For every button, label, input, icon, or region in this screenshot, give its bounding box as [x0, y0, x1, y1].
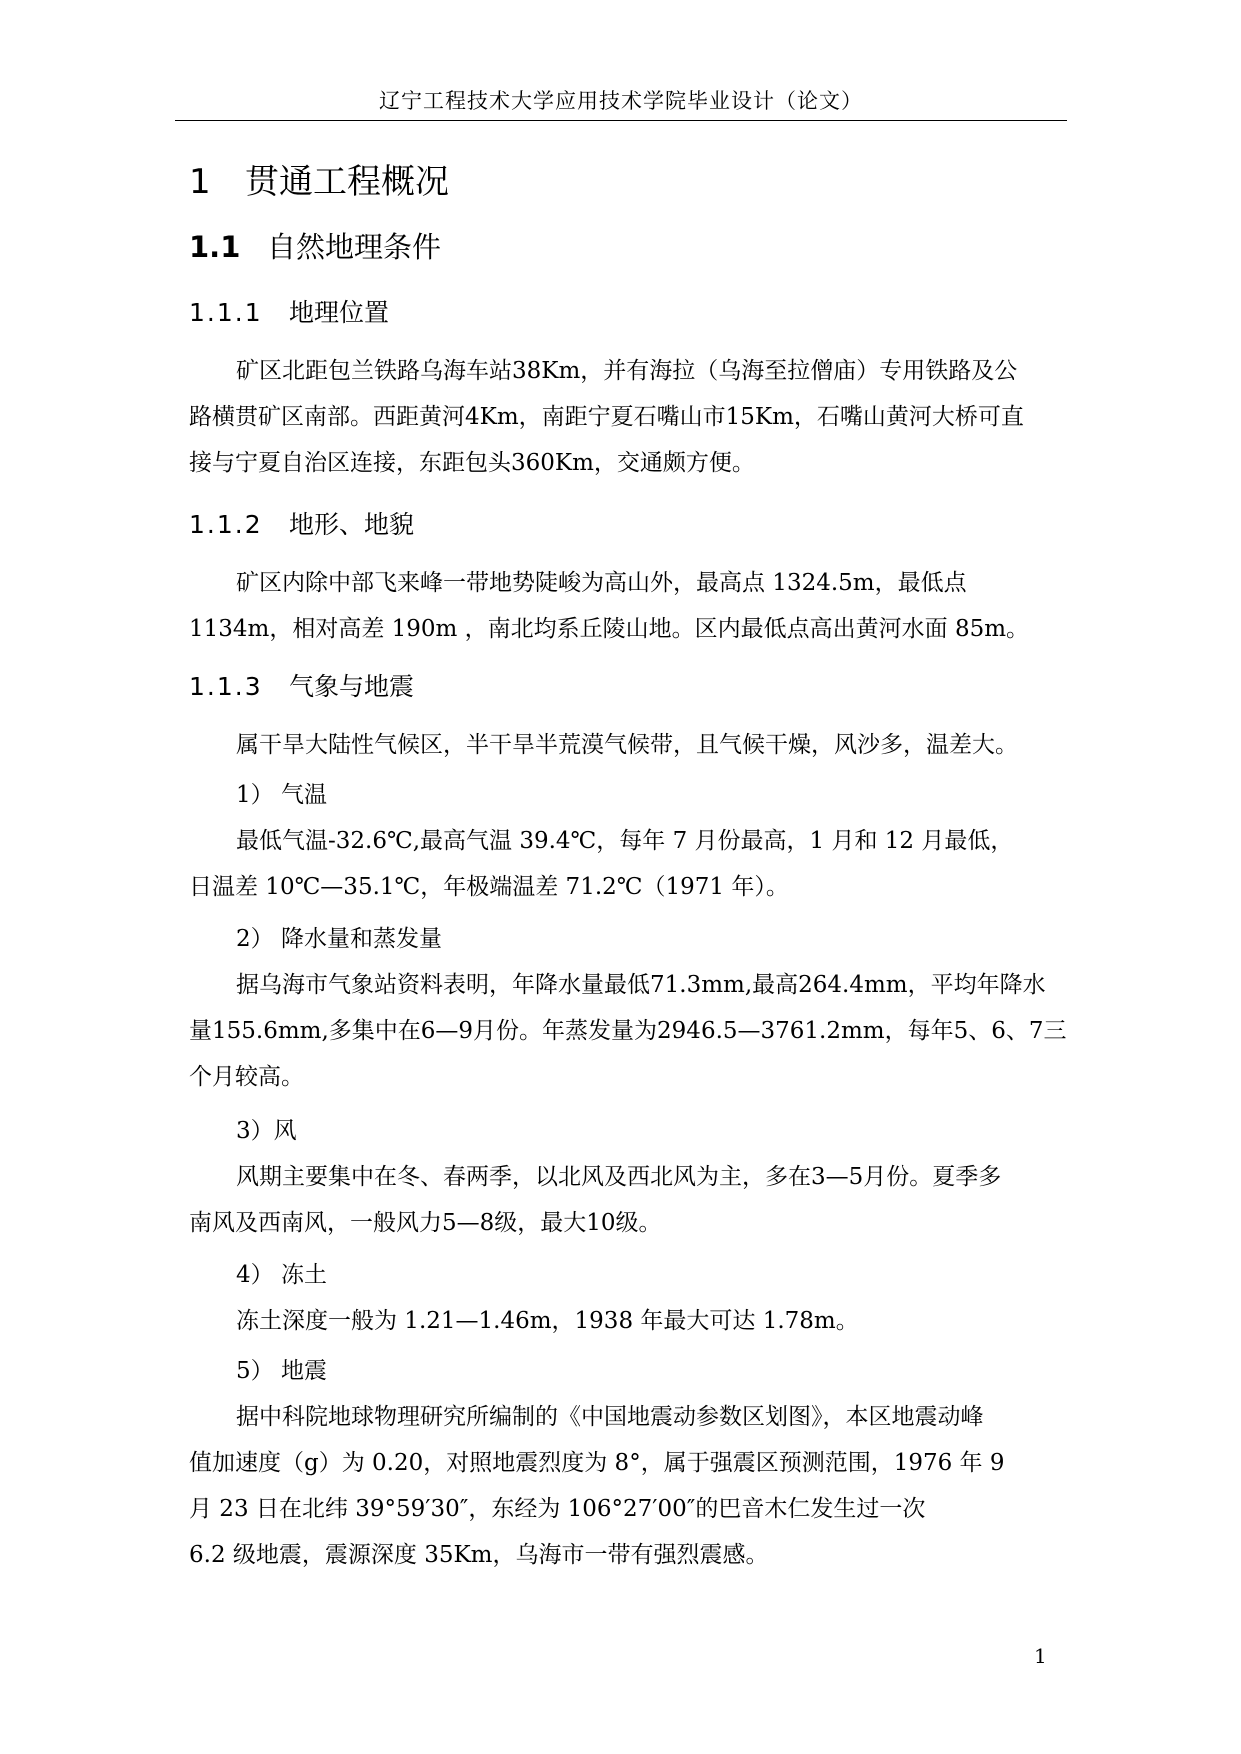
- chapter-title: 贯通工程概况: [245, 162, 449, 202]
- paragraph-line: 个月较高。: [189, 1064, 304, 1090]
- section-title: 自然地理条件: [267, 230, 442, 264]
- paragraph-line: 属干旱大陆性气候区，半干旱半荒漠气候带，且气候干燥，风沙多，温差大。: [236, 732, 1018, 758]
- subsection-title: 地理位置: [289, 298, 390, 327]
- subsection-heading: [189, 508, 414, 542]
- paragraph-precipitation: [189, 962, 1069, 1100]
- paragraph-line: 值加速度（g）为 0.20，对照地震烈度为 8°，属于强震区预测范围，1976 年 9: [189, 1450, 1005, 1476]
- item-label-earthquake: 5） 地震: [236, 1358, 327, 1384]
- subsection-title: 地形、地貌: [289, 510, 415, 539]
- subsection-heading: [189, 296, 389, 330]
- paragraph-line: 路横贯矿区南部。西距黄河4Km，南距宁夏石嘴山市15Km，石嘴山黄河大桥可直: [189, 404, 1024, 430]
- paragraph-line: 接与宁夏自治区连接，东距包头360Km，交通颇方便。: [189, 450, 755, 476]
- paragraph-line: 南风及西南风，一般风力5—8级，最大10级。: [189, 1210, 662, 1236]
- subsection-title: 气象与地震: [289, 672, 415, 701]
- item-label-precipitation: 2） 降水量和蒸发量: [236, 926, 442, 952]
- paragraph-line: 风期主要集中在冬、春两季，以北风及西北风为主，多在3—5月份。夏季多: [236, 1164, 1002, 1190]
- subsection-number: 1.1.1: [189, 298, 263, 327]
- paragraph-terrain: [189, 560, 1069, 652]
- paragraph-temperature: [189, 818, 1069, 910]
- running-header: 辽宁工程技术大学应用技术学院毕业设计（论文）: [379, 89, 863, 113]
- paragraph-line: 量155.6mm,多集中在6—9月份。年蒸发量为2946.5—3761.2mm，每年5、6、7三: [189, 1018, 1067, 1044]
- page-number: 1: [1034, 1644, 1047, 1668]
- paragraph-location: [189, 348, 1069, 486]
- paragraph-line: 据中科院地球物理研究所编制的《中国地震动参数区划图》，本区地震动峰: [236, 1404, 984, 1430]
- paragraph-line: 矿区内除中部飞来峰一带地势陡峻为高山外，最高点 1324.5m，最低点: [236, 570, 967, 596]
- section-heading: [189, 228, 441, 266]
- paragraph-climate-intro: [189, 722, 1069, 768]
- paragraph-line: 1134m，相对高差 190m ，南北均系丘陵山地。区内最低点高出黄河水面 85m。: [189, 616, 1030, 642]
- paragraph-earthquake: [189, 1394, 1069, 1578]
- paragraph-line: 最低气温-32.6℃,最高气温 39.4℃，每年 7 月份最高，1 月和 12 月最低，: [236, 828, 1014, 854]
- item-label-frozen-soil: 4） 冻土: [236, 1262, 327, 1288]
- paragraph-line: 月 23 日在北纬 39°59′30″，东经为 106°27′00″的巴音木仁发生过一次: [189, 1496, 926, 1522]
- paragraph-line: 6.2 级地震，震源深度 35Km，乌海市一带有强烈震感。: [189, 1542, 769, 1568]
- paragraph-line: 矿区北距包兰铁路乌海车站38Km，并有海拉（乌海至拉僧庙）专用铁路及公: [236, 358, 1018, 384]
- subsection-heading: [189, 670, 414, 704]
- chapter-heading: [189, 160, 449, 204]
- section-number: 1.1: [189, 230, 241, 264]
- header-rule: [175, 120, 1067, 121]
- paragraph-line: 日温差 10℃—35.1℃，年极端温差 71.2℃（1971 年）。: [189, 874, 789, 900]
- item-label-temperature: 1） 气温: [236, 782, 327, 808]
- paragraph-wind: [189, 1154, 1069, 1246]
- paragraph-line: 据乌海市气象站资料表明，年降水量最低71.3mm,最高264.4mm，平均年降水: [236, 972, 1046, 998]
- chapter-number: 1: [189, 162, 211, 202]
- subsection-number: 1.1.3: [189, 672, 263, 701]
- subsection-number: 1.1.2: [189, 510, 263, 539]
- item-label-wind: 3）风: [236, 1118, 297, 1144]
- paragraph-line: 冻土深度一般为 1.21—1.46m，1938 年最大可达 1.78m。: [236, 1308, 859, 1334]
- paragraph-frozen-soil: [189, 1298, 1069, 1344]
